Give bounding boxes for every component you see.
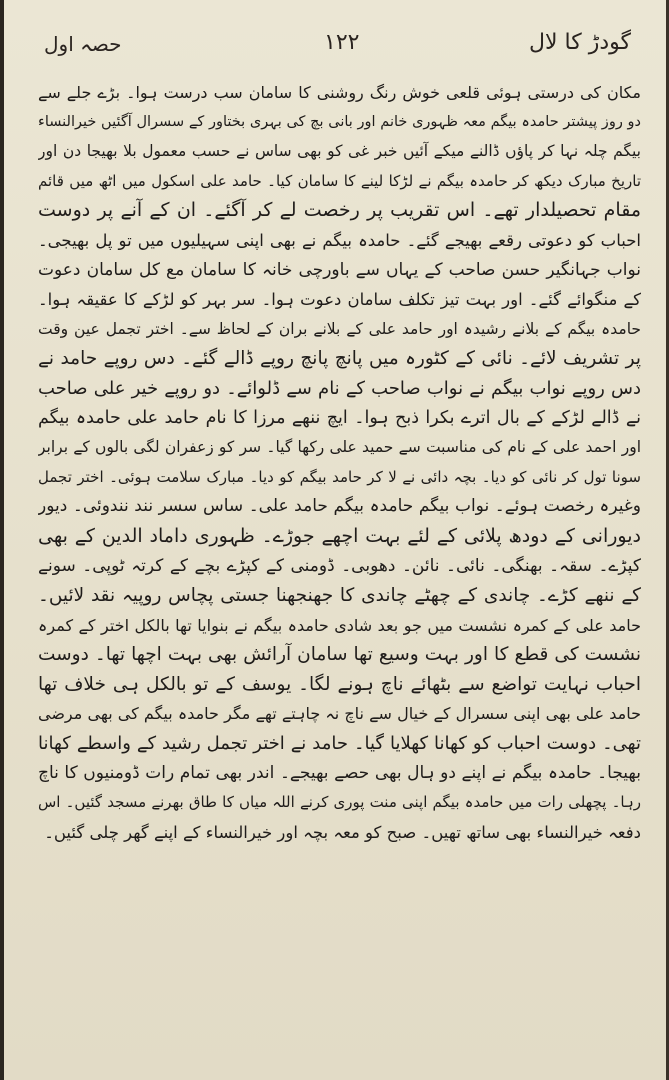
text-line: سونا تول کر نائی کو دیا۔ بچہ دائی نے لا کر حامد بیگم کو دیا۔ مبارک سلامت ہوئی۔ اختر تجمل bbox=[38, 467, 641, 486]
book-title: گودڑ کا لال bbox=[529, 30, 631, 55]
text-line: بیگم چلہ نہا کر پاؤں ڈالنے میکے آئیں خبر غی کو بھی ساس نے حسب معمول بلا بھیجا دن اور bbox=[38, 142, 641, 161]
text-line: تھی۔ دوست احباب کو کھانا کھلایا گیا۔ حامد نے اختر تجمل رشید کے واسطے کھانا bbox=[38, 733, 641, 755]
text-line: اور احمد علی کے نام کی مناسبت سے حمید علی رکھا گیا۔ سر کو زعفران لگی بالوں کے برابر bbox=[38, 438, 641, 457]
page-body bbox=[38, 78, 641, 1052]
text-line: مقام تحصیلدار تھے۔ اس تقریب پر رخصت لے کر آگئے۔ ان کے آنے پر دوست bbox=[38, 199, 641, 222]
text-line: پر تشریف لائے۔ نائی کے کٹورہ میں پانچ پانچ روپے ڈالے گئے۔ دس روپے حامد نے bbox=[38, 348, 641, 370]
text-line: مکان کی درستی ہوئی قلعی خوش رنگ روشنی کا سامان سب درست ہوا۔ بڑے جلے سے bbox=[38, 83, 641, 102]
text-line: دس روپے نواب بیگم نے نواب صاحب کے نام سے ڈلوائے۔ دو روپے خیر علی صاحب bbox=[38, 377, 641, 399]
text-line: وغیرہ رخصت ہوئے۔ نواب بیگم حامدہ بیگم حامد علی۔ ساس سسر نند نندوئی۔ دیور bbox=[38, 496, 641, 517]
text-line: کے منگوائے گئے۔ اور بہت تیز تکلف سامان دعوت ہوا۔ سر بہر کو لڑکے کا عقیقہ ہوا۔ bbox=[38, 290, 641, 310]
text-line: تاریخ مبارک دیکھ کر حامدہ بیگم نے لڑکا لینے کا سامان کیا۔ حامد علی اسکول میں اٹھ میں قائم bbox=[38, 171, 641, 190]
text-line: کے ننھے کڑے۔ چاندی کے چھٹے چاندی کا جھنجھنا جستی پچاس روپیہ نقد لائیں۔ bbox=[38, 585, 641, 607]
text-line: حامد علی کے کمرہ نشست میں جو بعد شادی حامدہ بیگم نے بنوایا تھا بالکل اختر کے کمرہ bbox=[38, 615, 641, 635]
text-line: احباب کو دعوتی رقعے بھیجے گئے۔ حامدہ بیگم نے بھی اپنی سہیلیوں میں تو پل بھیجی۔ bbox=[38, 230, 641, 250]
page-number: ۱۲۲ bbox=[324, 30, 360, 55]
text-line: بھیجا۔ حامدہ بیگم نے اپنے دو ہال بھی حصے بھیجے۔ اندر بھی تمام رات ڈومنیوں کا ناچ bbox=[38, 762, 641, 783]
text-line: نواب جہانگیر حسن صاحب کے یہاں سے باورچی خانہ کا سامان مع کل سامان دعوت bbox=[38, 259, 641, 280]
text-line: حامدہ بیگم کے بلانے رشیدہ اور حامد علی کے بلانے بران کے لحاظ سے۔ اختر تجمل عین وقت bbox=[38, 319, 641, 338]
page-header bbox=[34, 24, 641, 66]
text-line: دو روز پیشتر حامدہ بیگم معہ ظہوری خانم اور بانی بچ کی بہری بختاور کے سسرال آگئیں خیرالنساء bbox=[38, 113, 641, 130]
text-line: احباب نہایت تواضع سے بٹھائے ناچ ہونے لگا۔ یوسف کے تو بالکل ہی خلاف تھا bbox=[38, 673, 641, 695]
text-line: رہا۔ پچھلی رات میں حامدہ بیگم اپنی منت پوری کرنے اللہ میاں کا طاق بھرنے مسجد گئیں۔ اس bbox=[38, 793, 641, 812]
text-line: نشست کی قطع کا اور بہت وسیع تھا سامان آرائش بھی بہت اچھا تھا۔ دوست bbox=[38, 644, 641, 666]
section-label: حصہ اول bbox=[44, 32, 122, 56]
text-line: نے ڈالے لڑکے کے بال اترے بکرا ذبح ہوا۔ ایچ ننھے مرزا کا نام حامد علی حامدہ بیگم bbox=[38, 407, 641, 428]
text-line: دفعہ خیرالنساء بھی ساتھ تھیں۔ صبح کو معہ بچہ اور خیرالنساء کے اپنے گھر چلی گئیں۔ bbox=[44, 822, 641, 842]
text-line: کپڑے۔ سقہ۔ بھنگی۔ نائی۔ نائن۔ دھوبی۔ ڈومنی کے کپڑے بچے کے کرتہ ٹوپی۔ سونے bbox=[38, 555, 641, 576]
text-line: حامد علی بھی اپنی سسرال کے خیال سے ناچ نہ چاہتے تھے مگر حامدہ بیگم کی بھی مرضی bbox=[38, 704, 641, 724]
text-line: دیورانی کے دودھ پلائی کے لئے بہت اچھے جوڑے۔ ظہوری داماد الدین کے بھی bbox=[38, 524, 641, 547]
